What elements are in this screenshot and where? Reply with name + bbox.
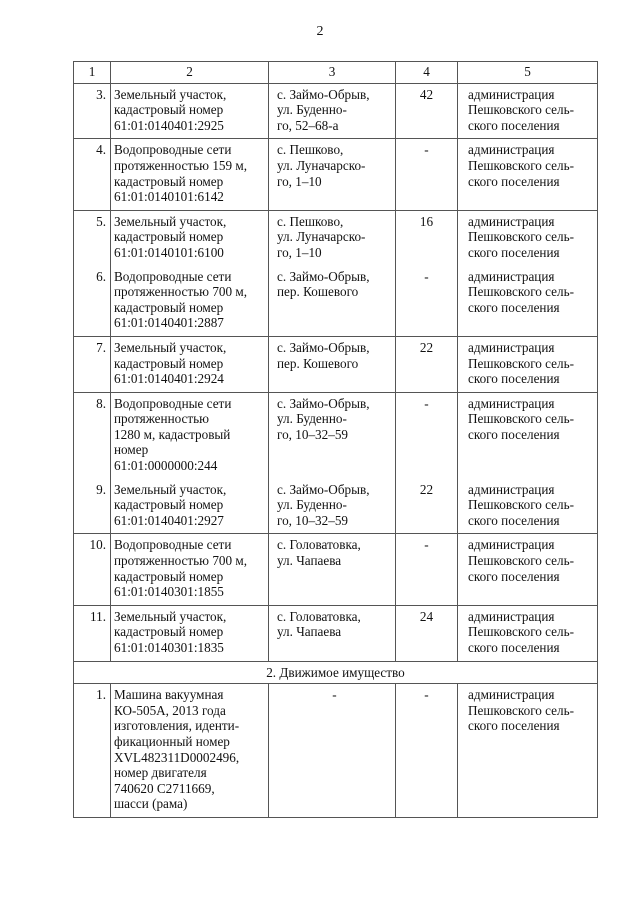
object-address-line: го, 52–68-а [277, 117, 339, 133]
object-address-line: го, 1–10 [277, 244, 322, 260]
object-address-line: ул. Буденно- [277, 102, 347, 118]
object-address [269, 83, 396, 139]
object-name-line: Земельный участок, [114, 213, 227, 229]
object-address [269, 336, 396, 392]
object-name-line: 61:01:0140401:2927 [114, 512, 224, 528]
property-table [73, 61, 598, 818]
object-owner-line: администрация [468, 86, 555, 102]
object-owner-line: Пешковского сель- [468, 355, 575, 371]
section-title: 2. Движимое имущество [74, 661, 598, 684]
object-name-line: протяженностью 700 м, [114, 284, 248, 300]
column-header: 2 [111, 62, 269, 84]
object-address-line: с. Пешково, [277, 142, 344, 158]
row-number: 8. [74, 392, 111, 478]
object-value: - [396, 266, 458, 337]
object-owner-line: Пешковского сель- [468, 411, 575, 427]
row-number: 5. [74, 210, 111, 265]
object-owner-line: ского поселения [468, 299, 560, 315]
object-name-line: изготовления, иденти- [114, 718, 240, 734]
object-value: - [396, 684, 458, 818]
object-owner-line: Пешковского сель- [468, 229, 575, 245]
object-address-line: ул. Луначарско- [277, 157, 366, 173]
object-owner [458, 684, 598, 818]
object-name-line: Земельный участок, [114, 608, 227, 624]
object-name-line: кадастровый номер [114, 568, 224, 584]
object-owner-line: администрация [468, 339, 555, 355]
object-owner-line: Пешковского сель- [468, 102, 575, 118]
object-name-line: Земельный участок, [114, 481, 227, 497]
object-name-line: протяженностью 700 м, [114, 553, 248, 569]
object-name-line: протяженностью 159 м, [114, 157, 248, 173]
object-owner [458, 266, 598, 337]
row-number: 7. [74, 336, 111, 392]
object-address [269, 139, 396, 210]
object-value: - [396, 139, 458, 210]
object-owner-line: ского поселения [468, 568, 560, 584]
object-address [269, 479, 396, 534]
object-name-line: фикационный номер [114, 733, 230, 749]
object-address-line: ул. Буденно- [277, 497, 347, 513]
page-number: 2 [316, 24, 324, 39]
object-owner-line: администрация [468, 687, 555, 703]
object-owner-line: администрация [468, 537, 555, 553]
object-owner [458, 210, 598, 265]
object-name [111, 139, 269, 210]
object-value: 24 [396, 605, 458, 661]
object-owner-line: Пешковского сель- [468, 497, 575, 513]
object-value: 16 [396, 210, 458, 265]
table-row [74, 392, 598, 478]
object-address [269, 392, 396, 478]
object-owner [458, 83, 598, 139]
object-owner [458, 139, 598, 210]
object-owner [458, 534, 598, 605]
object-address [269, 210, 396, 265]
object-address-line: с. Займо-Обрыв, [277, 339, 370, 355]
object-address [269, 534, 396, 605]
object-name-line: номер двигателя [114, 765, 207, 781]
object-address-line: го, 10–32–59 [277, 512, 349, 528]
object-name-line: кадастровый номер [114, 299, 224, 315]
table-row [74, 336, 598, 392]
object-address-line: с. Головатовка, [277, 608, 361, 624]
object-name [111, 210, 269, 265]
object-address-line: ул. Чапаева [277, 553, 342, 569]
object-name [111, 336, 269, 392]
object-name-line: 61:01:0000000:244 [114, 458, 218, 474]
column-header: 4 [396, 62, 458, 84]
object-value: 22 [396, 479, 458, 534]
row-number: 6. [74, 266, 111, 337]
table-row [74, 83, 598, 139]
object-name-line: Водопроводные сети [114, 537, 232, 553]
object-name [111, 266, 269, 337]
object-address [269, 266, 396, 337]
object-address-line: ул. Буденно- [277, 411, 347, 427]
object-name-line: Водопроводные сети [114, 142, 232, 158]
object-name-line: 61:01:0140401:2887 [114, 315, 224, 331]
object-name-line: 61:01:0140101:6142 [114, 189, 224, 205]
object-address [269, 684, 396, 818]
object-address-line: пер. Кошевого [277, 284, 359, 300]
object-name-line: 61:01:0140401:2924 [114, 371, 224, 387]
object-address-line: с. Займо-Обрыв, [277, 481, 370, 497]
row-number: 10. [74, 534, 111, 605]
object-name-line: кадастровый номер [114, 497, 224, 513]
table-row [74, 534, 598, 605]
object-owner-line: администрация [468, 395, 555, 411]
table-row [74, 139, 598, 210]
object-value: 42 [396, 83, 458, 139]
object-name [111, 605, 269, 661]
object-value: 22 [396, 336, 458, 392]
row-number: 3. [74, 83, 111, 139]
column-header: 3 [269, 62, 396, 84]
object-value: - [396, 534, 458, 605]
object-name-line: кадастровый номер [114, 355, 224, 371]
object-address-line: пер. Кошевого [277, 355, 359, 371]
object-name [111, 83, 269, 139]
column-header: 5 [458, 62, 598, 84]
object-address-line: го, 10–32–59 [277, 426, 349, 442]
object-owner-line: администрация [468, 142, 555, 158]
table-header-row [74, 62, 598, 84]
table-row [74, 605, 598, 661]
object-owner-line: ского поселения [468, 718, 560, 734]
object-name-line: номер [114, 442, 149, 458]
object-name-line: Земельный участок, [114, 339, 227, 355]
table-row [74, 210, 598, 265]
object-owner-line: ского поселения [468, 371, 560, 387]
object-value: - [396, 392, 458, 478]
object-name [111, 684, 269, 818]
object-owner-line: Пешковского сель- [468, 553, 575, 569]
object-owner [458, 479, 598, 534]
object-address-line: с. Займо-Обрыв, [277, 395, 370, 411]
object-name-line: протяженностью [114, 411, 210, 427]
object-name-line: Водопроводные сети [114, 395, 232, 411]
object-owner-line: ского поселения [468, 640, 560, 655]
table-row [74, 479, 598, 534]
object-owner-line: администрация [468, 268, 555, 284]
object-name [111, 534, 269, 605]
object-owner-line: ского поселения [468, 426, 560, 442]
row-number: 4. [74, 139, 111, 210]
object-owner [458, 605, 598, 661]
object-owner-line: ского поселения [468, 117, 560, 133]
object-owner-line: администрация [468, 213, 555, 229]
object-name [111, 479, 269, 534]
object-address-line: с. Займо-Обрыв, [277, 86, 370, 102]
object-address-line: ул. Луначарско- [277, 229, 366, 245]
object-address-line: с. Пешково, [277, 213, 344, 229]
object-owner-line: ского поселения [468, 173, 560, 189]
object-name [111, 392, 269, 478]
object-address-line: ул. Чапаева [277, 624, 342, 640]
object-address-line: с. Головатовка, [277, 537, 361, 553]
object-name-line: шасси (рама) [114, 796, 188, 812]
object-name-line: 61:01:0140301:1855 [114, 584, 224, 600]
object-owner-line: Пешковского сель- [468, 702, 575, 718]
object-name-line: КО-505А, 2013 года [114, 702, 226, 718]
object-name-line: 61:01:0140401:2925 [114, 117, 224, 133]
table-row [74, 266, 598, 337]
row-number: 9. [74, 479, 111, 534]
row-number: 1. [74, 684, 111, 818]
object-owner-line: Пешковского сель- [468, 624, 575, 640]
column-header: 1 [74, 62, 111, 84]
object-owner-line: Пешковского сель- [468, 157, 575, 173]
object-owner-line: Пешковского сель- [468, 284, 575, 300]
object-name-line: XVL482311D0002496, [114, 749, 240, 765]
object-owner [458, 336, 598, 392]
object-address-line: - [332, 687, 337, 703]
section-row [74, 661, 598, 684]
object-address [269, 605, 396, 661]
object-owner-line: администрация [468, 481, 555, 497]
object-name-line: кадастровый номер [114, 624, 224, 640]
object-address-line: го, 1–10 [277, 173, 322, 189]
object-name-line: кадастровый номер [114, 173, 224, 189]
object-owner-line: администрация [468, 608, 555, 624]
object-owner [458, 392, 598, 478]
row-number: 11. [74, 605, 111, 661]
object-name-line: 740620 С2711669, [114, 780, 215, 796]
object-name-line: 61:01:0140101:6100 [114, 244, 224, 260]
table-row [74, 684, 598, 818]
object-address-line: с. Займо-Обрыв, [277, 268, 370, 284]
object-name-line: Водопроводные сети [114, 268, 232, 284]
object-owner-line: ского поселения [468, 244, 560, 260]
object-owner-line: ского поселения [468, 512, 560, 528]
object-name-line: Машина вакуумная [114, 687, 224, 703]
object-name-line: 61:01:0140301:1835 [114, 640, 224, 655]
object-name-line: кадастровый номер [114, 102, 224, 118]
object-name-line: Земельный участок, [114, 86, 227, 102]
object-name-line: 1280 м, кадастровый [114, 426, 231, 442]
object-name-line: кадастровый номер [114, 229, 224, 245]
